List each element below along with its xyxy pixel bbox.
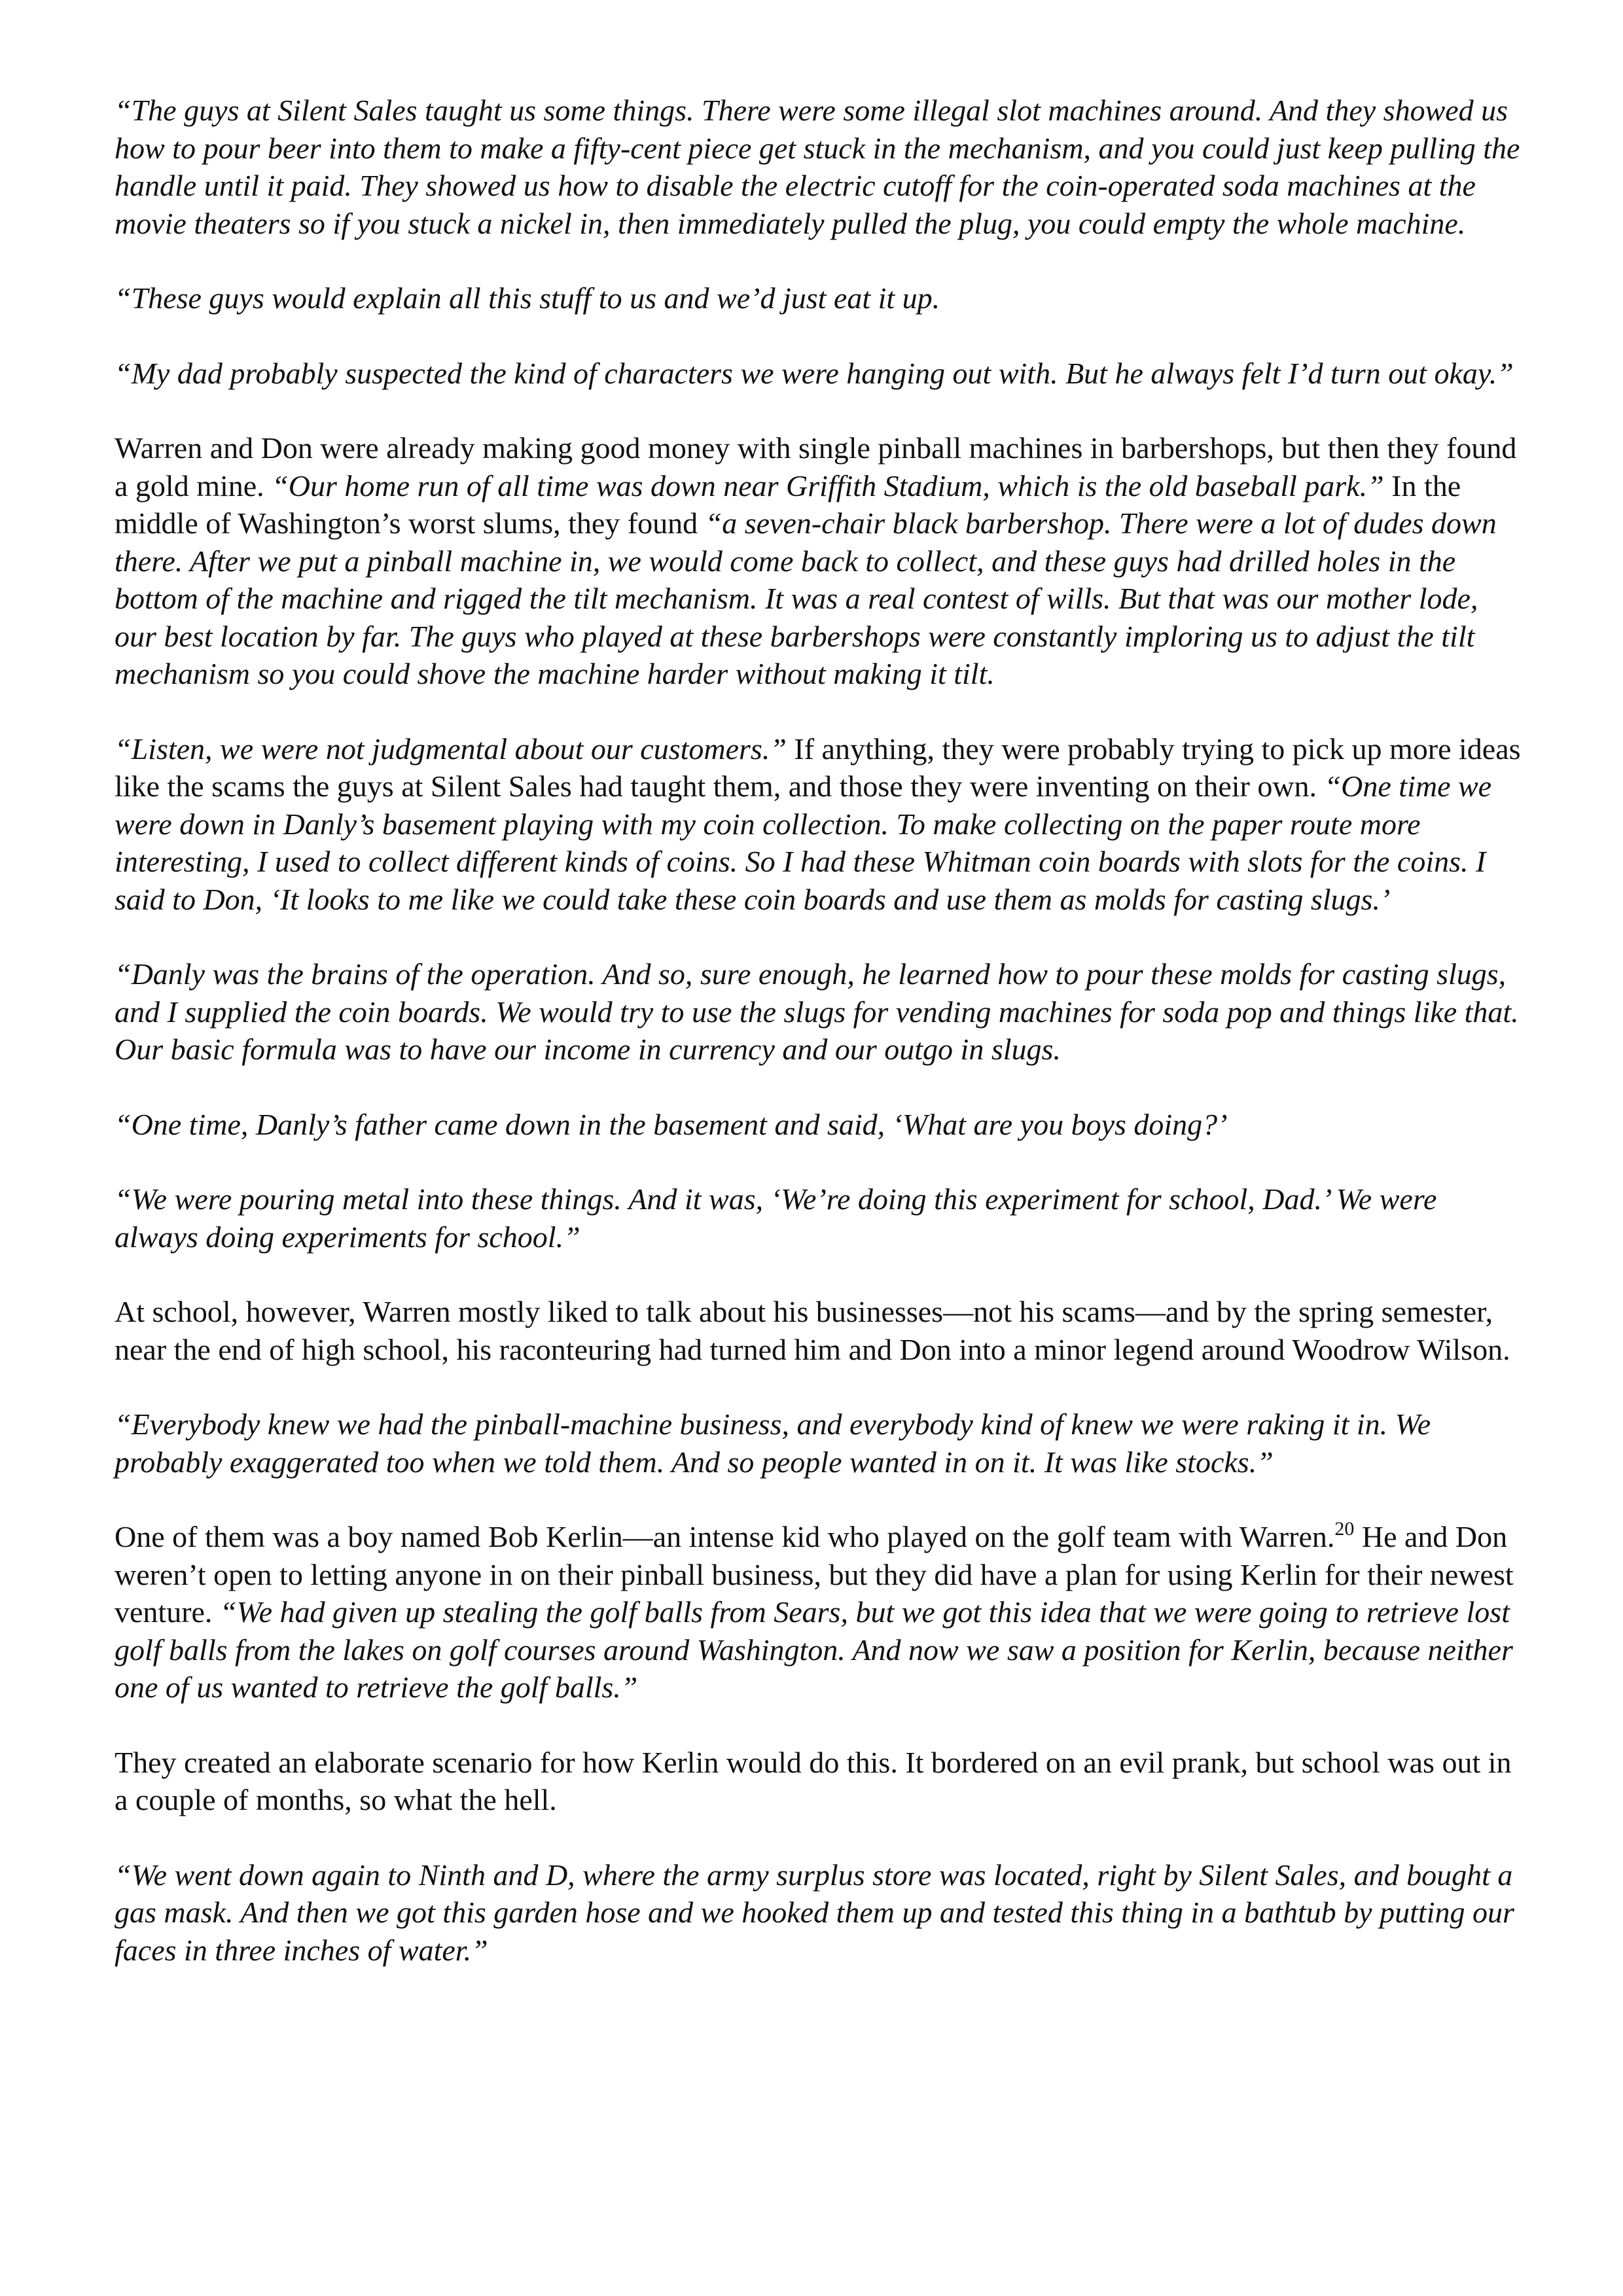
italic-quote: “We had given up stealing the golf balls from Sears, but we got this idea that we were going to retrieve lost golf balls from the lakes on golf courses around Washington. And now we saw a position for Kerlin, because neither one of us wanted to retrieve the golf balls.” [115,1595,1513,1704]
paragraph-7 [115,1106,1522,1144]
italic-quote: “Our home run of all time was down near Griffith Stadium, which is the old baseball park.” [272,468,1384,503]
paragraph-11 [115,1518,1522,1706]
italic-quote: “Danly was the brains of the operation. And so, sure enough, he learned how to pour these molds for casting slugs, and I supplied the coin boards. We would try to use the slugs for vending machines for soda pop and things like that. Our basic formula was to have our income in currency and our outgo in slugs. [115,957,1519,1066]
italic-quote: “One time, Danly’s father came down in the basement and said, ‘What are you boys doing?’ [115,1107,1228,1141]
italic-quote: “My dad probably suspected the kind of characters we were hanging out with. But he always felt I’d turn out okay.” [115,356,1514,390]
narrative-text: They created an elaborate scenario for how Kerlin would do this. It bordered on an evil prank, but school was out in a couple of months, so what the hell. [115,1745,1512,1816]
italic-quote: “We went down again to Ninth and D, where the army surplus store was located, right by Silent Sales, and bought a gas mask. And then we got this garden hose and we hooked them up and tested this thing in a bathtub by putting our faces in three inches of water.” [115,1858,1514,1967]
document-page [115,92,1522,2006]
narrative-text: He and Don weren’t open to letting anyone in on their pinball business, but they did have a plan for using Kerlin for their newest venture. [115,1520,1514,1629]
italic-quote: “The guys at Silent Sales taught us some things. There were some illegal slot machines around. And they showed us how to pour beer into them to make a fifty-cent piece get stuck in the mechanism, and you could just keep pulling the handle until it paid. They showed us how to disable the electric cutoff for the coin-operated soda machines at the movie theaters so if you stuck a nickel in, then immediately pulled the plug, you could empty the whole machine. [115,94,1520,240]
paragraph-5 [115,730,1522,919]
paragraph-6 [115,955,1522,1069]
footnote-marker: 20 [1334,1518,1355,1540]
narrative-text: One of them was a boy named Bob Kerlin—an intense kid who played on the golf team with Warren. [115,1520,1335,1553]
paragraph-8 [115,1180,1522,1256]
paragraph-10 [115,1405,1522,1481]
paragraph-13 [115,1856,1522,1969]
paragraph-3 [115,355,1522,393]
paragraph-4 [115,429,1522,693]
italic-quote: “One time we were down in Danly’s basement playing with my coin collection. To make collecting on the paper route more interesting, I used to collect different kinds of coins. So I had these Whitman coin boards with slots for the coins. I said to Don, ‘It looks to me like we could take these coin boards and use them as molds for casting slugs.’ [115,769,1492,916]
italic-quote: “Listen, we were not judgmental about our customers.” [115,732,787,766]
italic-quote: “These guys would explain all this stuff to us and we’d just eat it up. [115,281,940,315]
narrative-text: If anything, they were probably trying to pick up more ideas like the scams the guys at Silent Sales had taught them, and those they were inventing on their own. [115,732,1521,803]
paragraph-9 [115,1293,1522,1368]
italic-quote: “We were pouring metal into these things. And it was, ‘We’re doing this experiment for school, Dad.’ We were always doing experiments for school.” [115,1182,1437,1254]
paragraph-12 [115,1744,1522,1819]
narrative-text: In the middle of Washington’s worst slums, they found [115,468,1461,540]
narrative-text: Warren and Don were already making good money with single pinball machines in barbershops, but then they found a gold mine. [115,431,1517,503]
italic-quote: “Everybody knew we had the pinball-machine business, and everybody kind of knew we were raking it in. We probably exaggerated too when we told them. And so people wanted in on it. It was like stocks.” [115,1407,1431,1479]
paragraph-2 [115,279,1522,317]
narrative-text: At school, however, Warren mostly liked to talk about his businesses—not his scams—and by the spring semester, near the end of high school, his raconteuring had turned him and Don into a minor legend around Woodrow Wilson. [115,1295,1510,1366]
italic-quote: “a seven-chair black barbershop. There were a lot of dudes down there. After we put a pinball machine in, we would come back to collect, and these guys had drilled holes in the bottom of the machine and rigged the tilt mechanism. It was a real contest of wills. But that was our mother lode, our best location by far. The guys who played at these barbershops were constantly imploring us to adjust the tilt mechanism so you could shove the machine harder without making it tilt. [115,506,1497,690]
paragraph-1 [115,92,1522,242]
